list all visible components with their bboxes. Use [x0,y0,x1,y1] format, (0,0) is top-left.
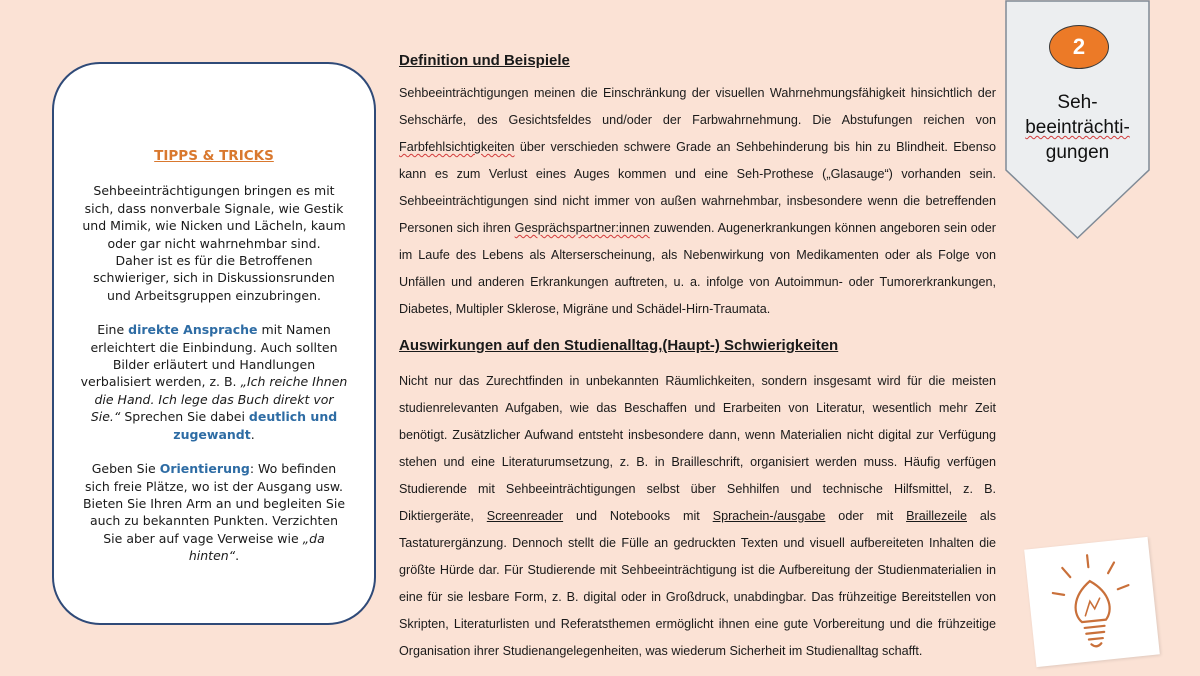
lightbulb-note [1024,537,1160,667]
lightbulb-icon [1024,537,1160,667]
underlined-word-braillezeile: Braillezeile [906,509,967,523]
tips-p3-italic: „da hinten“ [188,530,325,564]
tips-p1b-text: Daher ist es für die Betroffenen schwieriger, sich in Diskussionsrunden und Arbeitsgruppen einzubringen. [93,253,335,303]
tips-p3-highlight: Orientierung [159,461,250,477]
section-heading-auswirkungen: Auswirkungen auf den Studienalltag,(Haupt-) Schwierigkeiten [399,337,839,354]
underlined-word-screenreader: Screenreader [486,509,564,523]
chapter-title-line-1: Seh- [1057,92,1098,113]
section-heading-definition: Definition und Beispiele [399,52,570,69]
auswirkungen-text-1: Nicht nur das Zurechtfinden in unbekannten Räumlichkeiten, sondern insgesamt wird für die meisten studienrelevanten Aufgaben, wie das Beschaffen und Erarbeiten von Literatur, wesentlich mehr Zeit benötigt. Zusätzlicher Aufwand entsteht insbesondere dann, wenn Materialien nicht digital zur Verfügung stehen und eine Literaturumsetzung, z. B. in Brailleschrift, organisiert werden muss. Häufig verfügen Studierende mit Sehbeeinträchtigungen selbst über Sehhilfen und technische Hilfsmittel, z. B. Diktiergeräte, [399,374,996,523]
definition-text-1: Sehbeeinträchtigungen meinen die Einschränkung der visuellen Wahrnehmungsfähigkeit hinsichtlich der Sehschärfe, des Gesichtsfeldes und/oder der Farbwahrnehmung. Die Abstufungen reichen von [399,86,996,127]
definition-text-3: zuwenden. Augenerkrankungen können angeboren sein oder im Laufe des Lebens als Alterserscheinung, als Nebenwirkung von Medikamenten oder als Folge von Unfällen und anderen Erkrankungen auftreten, u. a. infolge von Autoimmun- oder Tumorerkrankungen, Diabetes, Multipler Sklerose, Migräne und Schädel-Hirn-Traumata. [399,221,997,316]
tips-p2-highlight-1: direkte Ansprache [128,322,258,338]
auswirkungen-text-2: und Notebooks mit [563,509,713,523]
tips-p2-c: Sprechen Sie dabei [120,409,249,425]
tips-p2-highlight-2: deutlich und zugewandt [173,409,338,442]
spellcheck-word-gespraechspartner: Gesprächspartner:innen [514,221,650,235]
tips-p2-a: Eine [97,322,129,338]
tips-paragraph-3 [80,460,348,564]
tips-paragraph-1 [80,182,348,304]
section-auswirkungen-text [399,368,996,665]
spellcheck-word-farbfehlsichtigkeiten: Farbfehlsichtigkeiten [399,140,515,154]
tips-p1-text: Sehbeeinträchtigungen bringen es mit sich, dass nonverbale Signale, wie Gestik und Mimik, wie Nicken und Lächeln, kaum oder gar nicht wahrnehmbar sind. [82,183,346,251]
definition-text-2: über verschieden schwere Grade an Sehbehinderung bis hin zu Blindheit. Ebenso kann es zum Verlust eines Auges kommen und eine Seh-Prothese („Glasauge“) vorhanden sein. Sehbeeinträchtigungen sind nicht immer von außen wahrnehmbar, insbesondere wenn die betreffenden Personen sich ihren [399,140,996,235]
chapter-title-line-3: gungen [1045,142,1110,163]
chapter-number-badge: 2 [1049,25,1109,69]
tips-p2-b: mit Namen erleichtert die Einbindung. Auch sollten Bilder erläutert und Handlungen verbalisiert werden, z. B. [80,322,338,390]
tips-p2-d: . [250,426,255,442]
tips-p3-c: . [235,548,240,564]
chapter-title [1005,90,1150,165]
tips-p2-italic: „Ich reiche Ihnen die Hand. Ich lege das Buch direkt vor Sie.“ [90,374,348,425]
main-content [399,48,996,665]
tips-p3-b: : Wo befinden sich freie Plätze, wo ist der Ausgang usw. Bieten Sie Ihren Arm an und begleiten Sie auch zu bekannten Punkten. Verzichten Sie aber auf vage Verweise wie [82,461,346,546]
underlined-word-sprachein: Sprachein-/ausgabe [712,509,826,523]
auswirkungen-text-3: oder mit [825,509,907,523]
tips-card [52,62,376,625]
tips-paragraph-2 [80,321,348,443]
tips-p3-a: Geben Sie [91,461,160,477]
chapter-title-line-2: beeinträchti- [1025,117,1130,138]
tips-title: TIPPS & TRICKS [154,148,274,164]
auswirkungen-text-4: als Tastaturergänzung. Dennoch stellt die Fülle an gedruckten Texten und visuell aufbereiteten Inhalten die größte Hürde dar. Für Studierende mit Sehbeeinträchtigung ist die Aufbereitung der Studienmaterialien in eine für sie lesbare Form, z. B. digital oder in Großdruck, unabdingbar. Das frühzeitige Bereitstellen von Skripten, Literaturlisten und Referatsthemen ermöglicht ihnen eine gute Vorbereitung und die frühzeitige Organisation ihrer Studienangelegenheiten, was wiederum Sicherheit im Studienalltag schafft. [399,509,996,658]
chapter-tag [1005,0,1150,240]
section-definition-text [399,80,996,323]
